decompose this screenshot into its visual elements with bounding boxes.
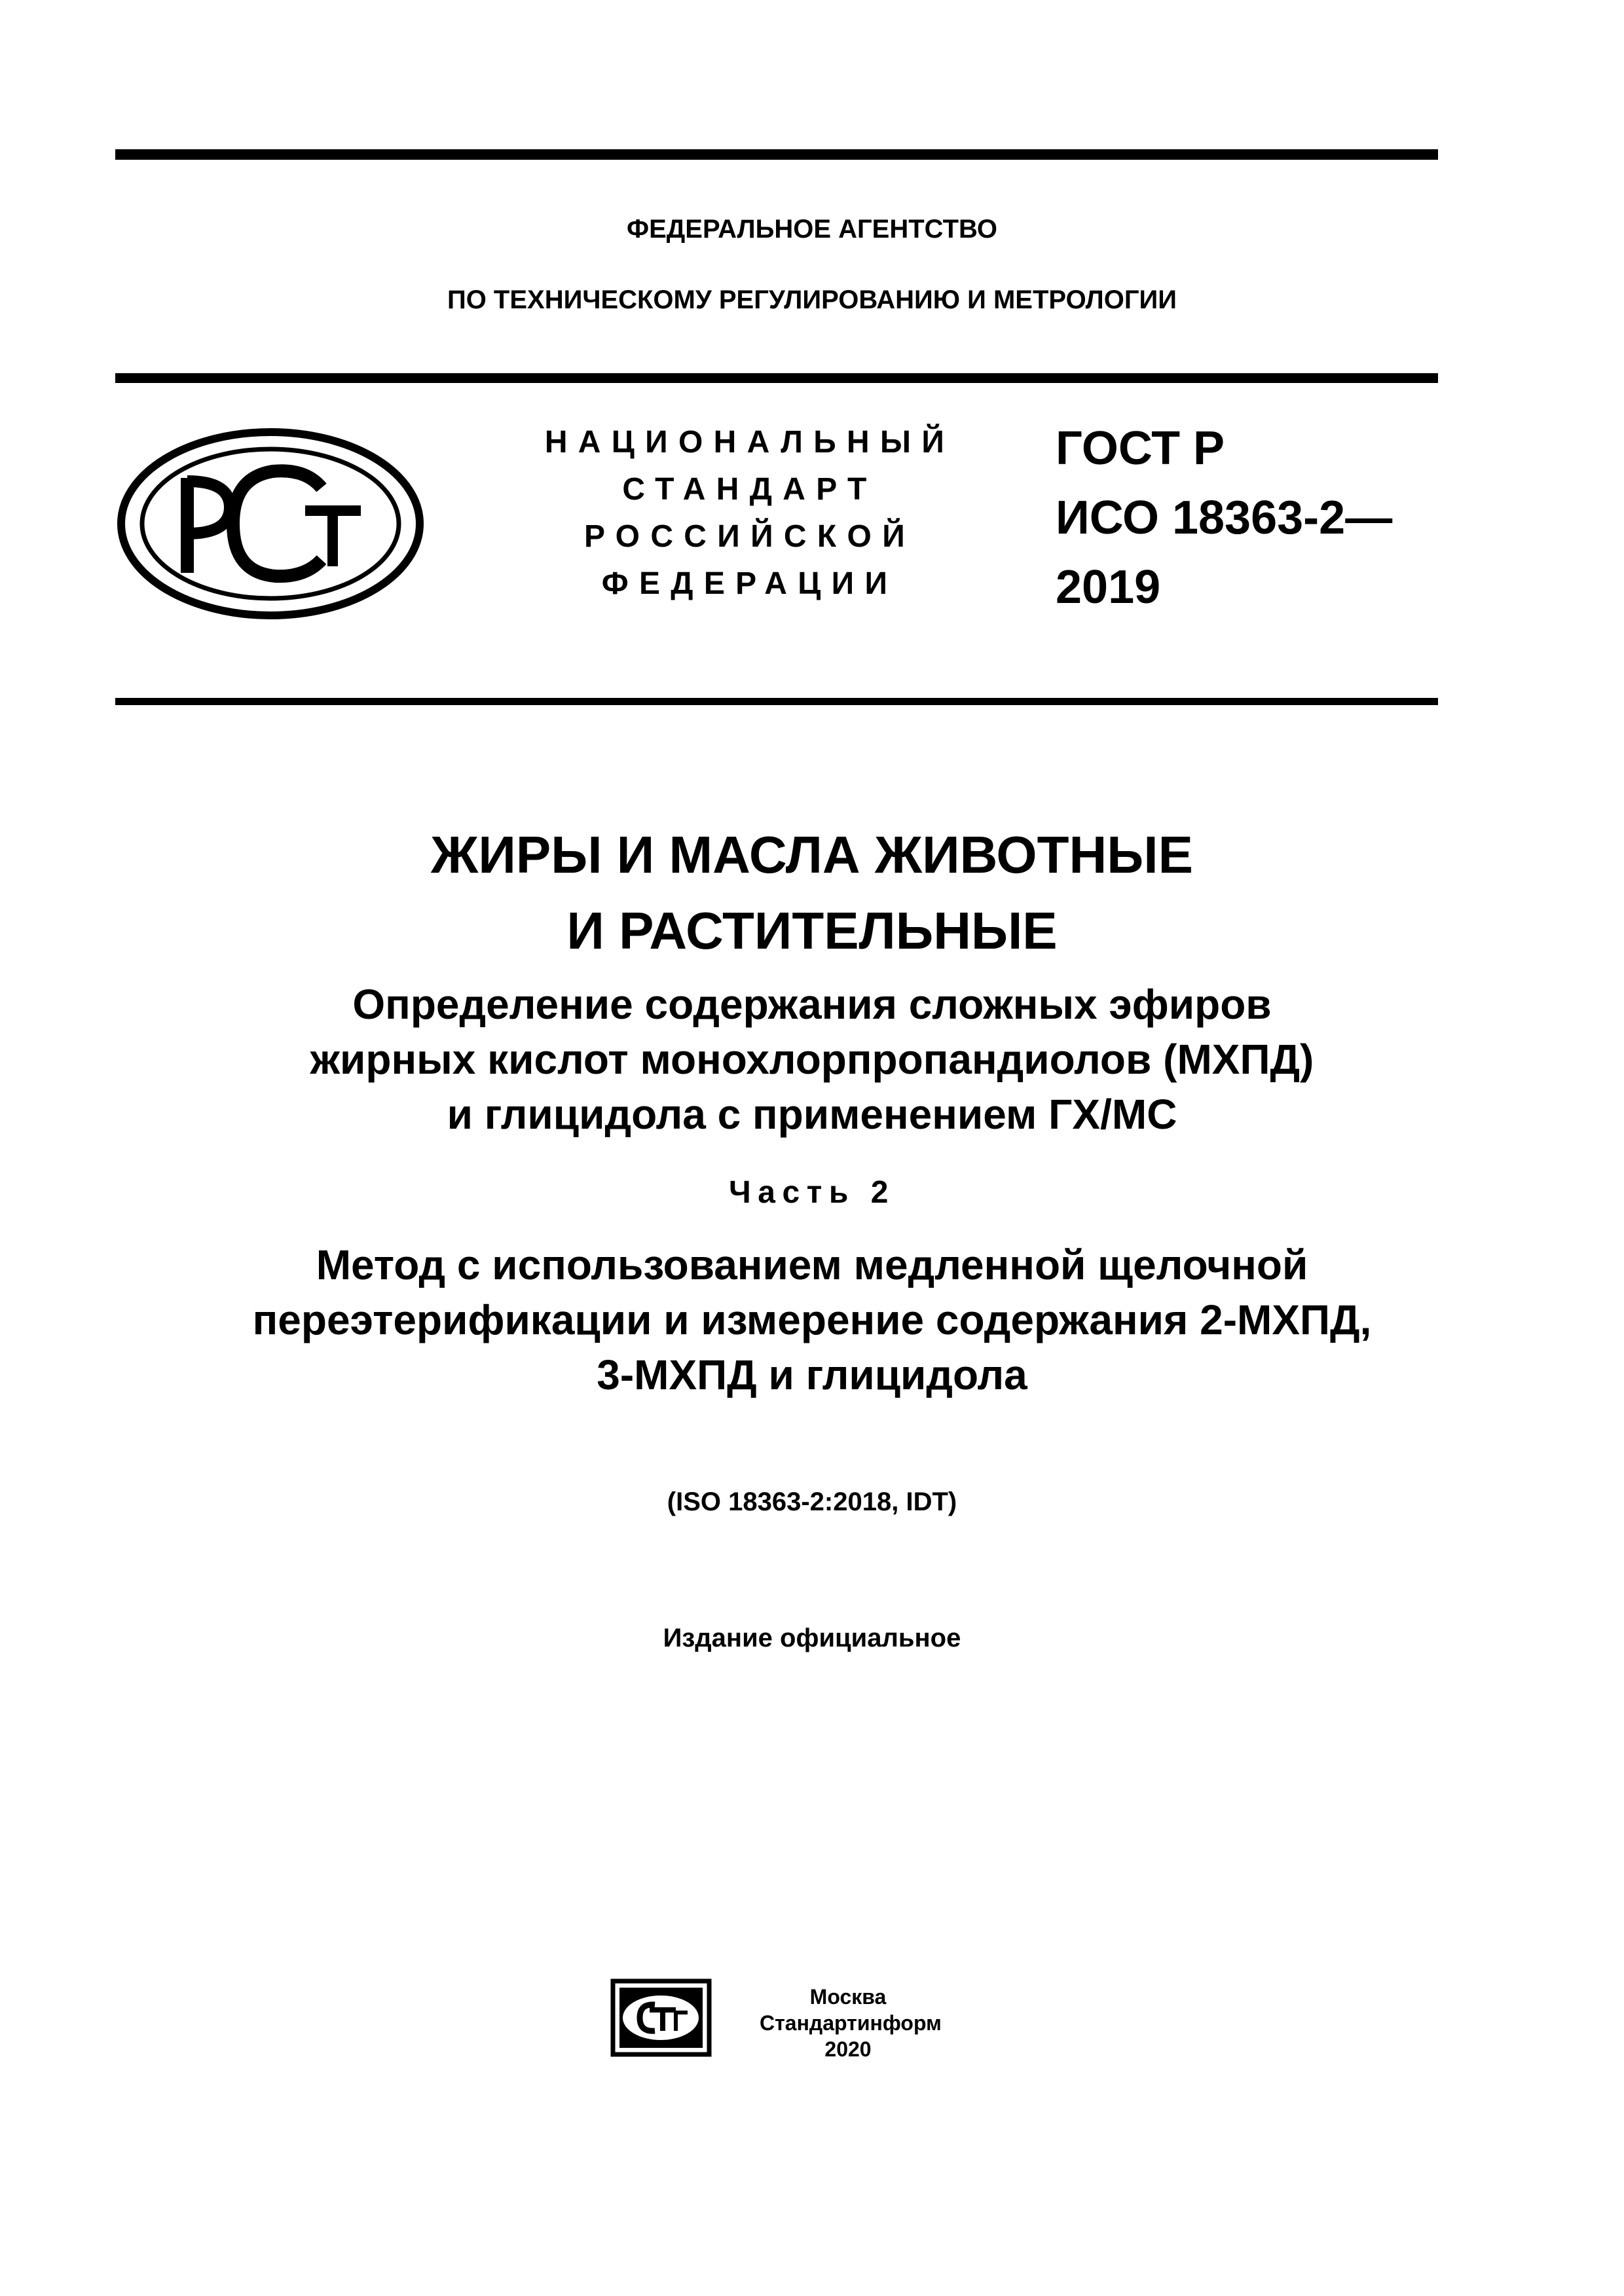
- part-title-line-1: Метод с использованием медленной щелочной: [316, 1241, 1308, 1288]
- national-standard-line-2: СТАНДАРТ: [622, 472, 877, 507]
- part-title-line-2: переэтерификации и измерение содержания 2-МХПД,: [252, 1296, 1372, 1343]
- part-number: Часть 2: [728, 1175, 896, 1210]
- national-standard-line-1: НАЦИОНАЛЬНЫЙ: [544, 425, 955, 460]
- document-subtitle: [0, 977, 1624, 1142]
- title-line-1: ЖИРЫ И МАСЛА ЖИВОТНЫЕ: [431, 826, 1193, 884]
- standard-code: [1056, 414, 1392, 622]
- publisher-city: Москва: [809, 1985, 887, 2009]
- edition-note: Издание официальное: [663, 1624, 961, 1652]
- logo-rule: [115, 698, 1438, 705]
- title-line-2: И РАСТИТЕЛЬНЫЕ: [566, 902, 1058, 960]
- standartinform-logo: [610, 1978, 712, 2057]
- part-title-line-3: 3-МХПД и глицидола: [597, 1351, 1027, 1398]
- iso-reference: (ISO 18363-2:2018, IDT): [667, 1487, 957, 1516]
- national-standard-block: [481, 419, 1018, 608]
- top-rule: [115, 149, 1438, 160]
- publisher-block: [760, 1984, 942, 2062]
- subtitle-line-2: жирных кислот монохлорпропандиолов (МХПД): [310, 1036, 1314, 1083]
- national-standard-line-4: ФЕДЕРАЦИИ: [601, 566, 898, 601]
- agency-line-1: ФЕДЕРАЛЬНОЕ АГЕНТСТВО: [626, 215, 998, 244]
- standard-code-line-3: 2019: [1056, 561, 1161, 613]
- rst-logo: [115, 426, 426, 622]
- document-title: [0, 817, 1624, 969]
- subtitle-line-3: и глицидола с применением ГХ/МС: [447, 1091, 1177, 1138]
- subtitle-line-1: Определение содержания сложных эфиров: [352, 981, 1272, 1028]
- national-standard-line-3: РОССИЙСКОЙ: [583, 519, 916, 554]
- part-title: [0, 1237, 1624, 1402]
- header-rule: [115, 373, 1438, 383]
- standard-code-line-2: ИСО 18363-2—: [1056, 492, 1393, 544]
- agency-line-2: ПО ТЕХНИЧЕСКОМУ РЕГУЛИРОВАНИЮ И МЕТРОЛОГИИ: [447, 285, 1177, 314]
- publisher-year: 2020: [824, 2037, 872, 2061]
- publisher-name: Стандартинформ: [760, 2011, 942, 2035]
- standard-code-line-1: ГОСТ Р: [1056, 422, 1225, 475]
